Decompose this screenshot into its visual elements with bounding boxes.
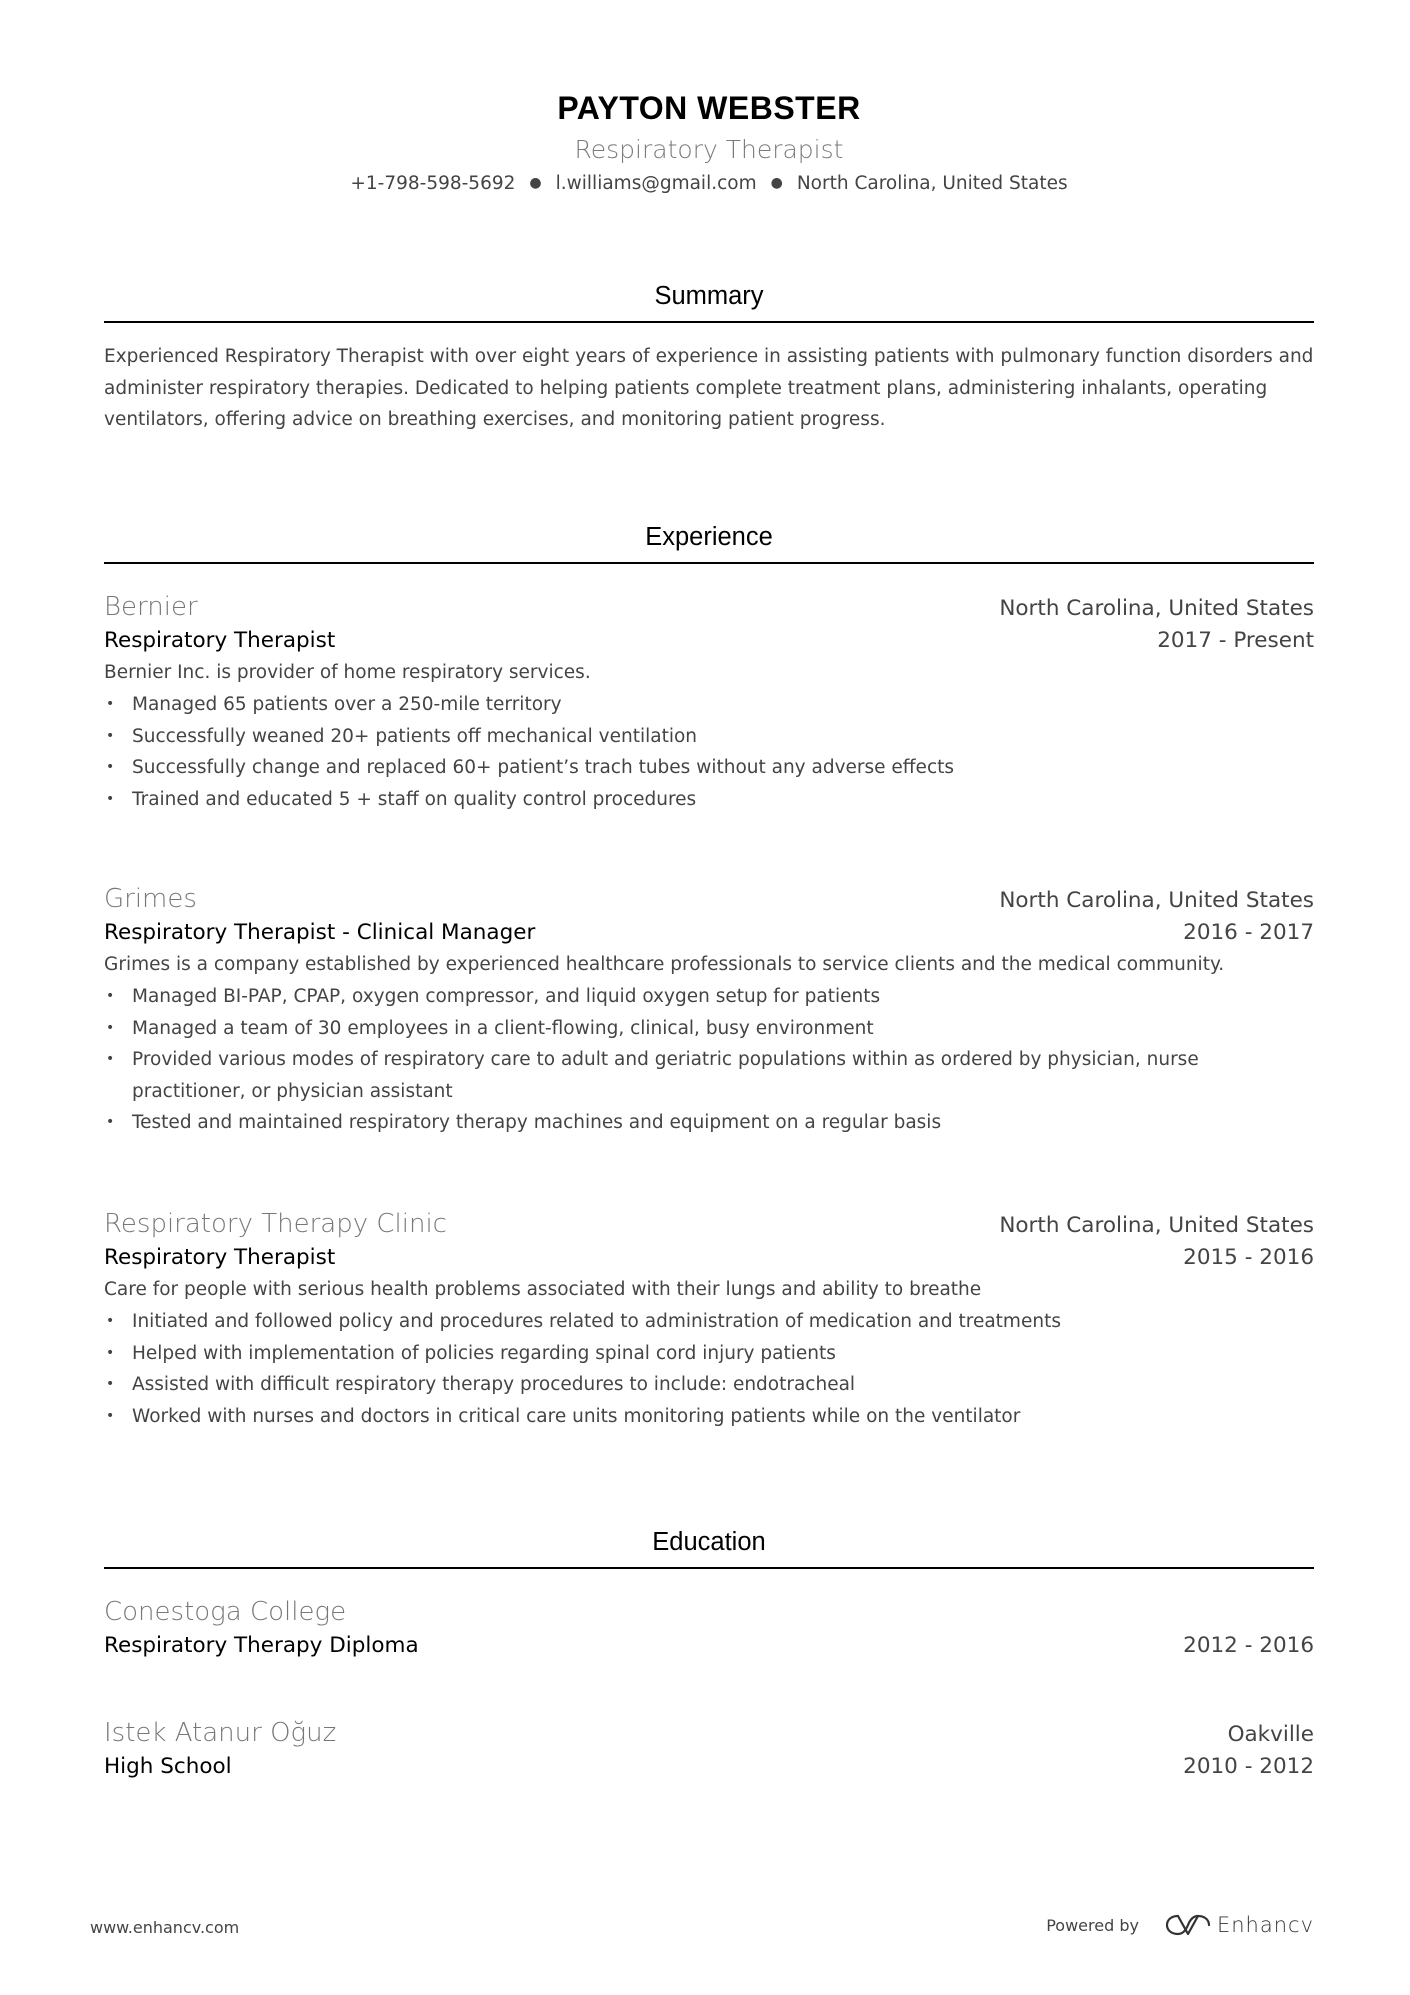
candidate-title: Respiratory Therapist xyxy=(574,135,844,164)
summary-text xyxy=(104,341,1314,436)
achievement-list xyxy=(104,981,1314,1139)
list-item: • Assisted with difficult respiratory therapy procedures to include: endotracheal xyxy=(104,1369,1314,1401)
summary-section xyxy=(104,282,1314,436)
job-dates: 2015 - 2016 xyxy=(1183,1245,1314,1270)
list-item: • Managed 65 patients over a 250-mile territory xyxy=(104,689,1314,721)
summary-line: administer respiratory therapies. Dedicated to helping patients complete treatment plans, administering inhalants, operating xyxy=(104,377,1268,399)
list-item: • Worked with nurses and doctors in critical care units monitoring patients while on the ventilator xyxy=(104,1401,1314,1433)
summary-line: ventilators, offering advice on breathing exercises, and monitoring patient progress. xyxy=(104,409,886,430)
job-role: Respiratory Therapist xyxy=(104,1245,336,1270)
summary-line: Experienced Respiratory Therapist with over eight years of experience in assisting patients with pulmonary function disorders and xyxy=(104,346,1314,367)
section-heading-education: Education xyxy=(652,1528,766,1556)
school-name: Conestoga College xyxy=(104,1597,347,1627)
location: North Carolina, United States xyxy=(796,173,1068,194)
education-entry xyxy=(104,1718,1314,1779)
powered-by-label: Powered by xyxy=(1046,1915,1139,1935)
school-location: Oakville xyxy=(1227,1722,1314,1747)
contact-line xyxy=(104,173,1314,194)
section-divider xyxy=(104,562,1314,564)
list-item: • Trained and educated 5 + staff on quality control procedures xyxy=(104,784,1314,816)
candidate-name: PAYTON WEBSTER xyxy=(557,90,861,126)
resume-page xyxy=(104,0,1314,1779)
footer-branding xyxy=(1046,1912,1314,1938)
list-item: • Successfully change and replaced 60+ patient’s trach tubes without any adverse effects xyxy=(104,752,1314,784)
footer-website[interactable]: www.enhancv.com xyxy=(90,1918,240,1937)
list-item: • Tested and maintained respiratory therapy machines and equipment on a regular basis xyxy=(104,1107,1314,1139)
section-heading-experience: Experience xyxy=(645,523,773,551)
job-role: Respiratory Therapist - Clinical Manager xyxy=(104,920,536,945)
company-description: Grimes is a company established by experienced healthcare professionals to service clients and the medical community. xyxy=(104,954,1225,975)
job-location: North Carolina, United States xyxy=(999,596,1314,621)
bullet-separator: ● xyxy=(529,175,542,191)
list-item: • Managed BI-PAP, CPAP, oxygen compressor, and liquid oxygen setup for patients xyxy=(104,981,1314,1013)
company-description: Care for people with serious health problems associated with their lungs and ability to breathe xyxy=(104,1279,982,1300)
bullet-separator: ● xyxy=(770,175,783,191)
school-name: Istek Atanur Oğuz xyxy=(104,1718,337,1748)
list-item: • Managed a team of 30 employees in a client-flowing, clinical, busy environment xyxy=(104,1013,1314,1045)
company-name: Bernier xyxy=(104,592,198,622)
email[interactable]: l.williams@gmail.com xyxy=(555,173,757,194)
education-dates: 2010 - 2012 xyxy=(1183,1754,1314,1779)
achievement-list xyxy=(104,1306,1314,1432)
job-dates: 2016 - 2017 xyxy=(1183,920,1314,945)
company-name: Respiratory Therapy Clinic xyxy=(104,1209,447,1239)
company-description: Bernier Inc. is provider of home respiratory services. xyxy=(104,662,591,683)
education-entry xyxy=(104,1597,1314,1658)
job-location: North Carolina, United States xyxy=(999,1213,1314,1238)
brand-name: Enhancv xyxy=(1216,1913,1314,1937)
degree: Respiratory Therapy Diploma xyxy=(104,1633,419,1658)
experience-entry xyxy=(104,884,1314,1139)
list-item: • Initiated and followed policy and procedures related to administration of medication and treatments xyxy=(104,1306,1314,1338)
degree: High School xyxy=(104,1754,232,1779)
section-divider xyxy=(104,1567,1314,1569)
resume-header xyxy=(104,0,1314,194)
list-item: • Helped with implementation of policies regarding spinal cord injury patients xyxy=(104,1338,1314,1370)
list-item: • Successfully weaned 20+ patients off mechanical ventilation xyxy=(104,721,1314,753)
section-divider xyxy=(104,321,1314,323)
achievement-list xyxy=(104,689,1314,815)
education-section xyxy=(104,1528,1314,1569)
experience-section xyxy=(104,523,1314,564)
enhancv-logo-icon xyxy=(1165,1912,1211,1938)
experience-entry xyxy=(104,592,1314,815)
education-dates: 2012 - 2016 xyxy=(1183,1633,1314,1658)
enhancv-brand-link[interactable] xyxy=(1165,1912,1314,1938)
company-name: Grimes xyxy=(104,884,197,914)
section-heading-summary: Summary xyxy=(654,282,764,310)
job-location: North Carolina, United States xyxy=(999,888,1314,913)
experience-entry xyxy=(104,1209,1314,1432)
job-dates: 2017 - Present xyxy=(1157,628,1314,653)
list-item: • Provided various modes of respiratory care to adult and geriatric populations within as ordered by physician, nurse practitioner, or physician assistant xyxy=(104,1044,1314,1107)
phone: +1-798-598-5692 xyxy=(350,173,516,194)
job-role: Respiratory Therapist xyxy=(104,628,336,653)
